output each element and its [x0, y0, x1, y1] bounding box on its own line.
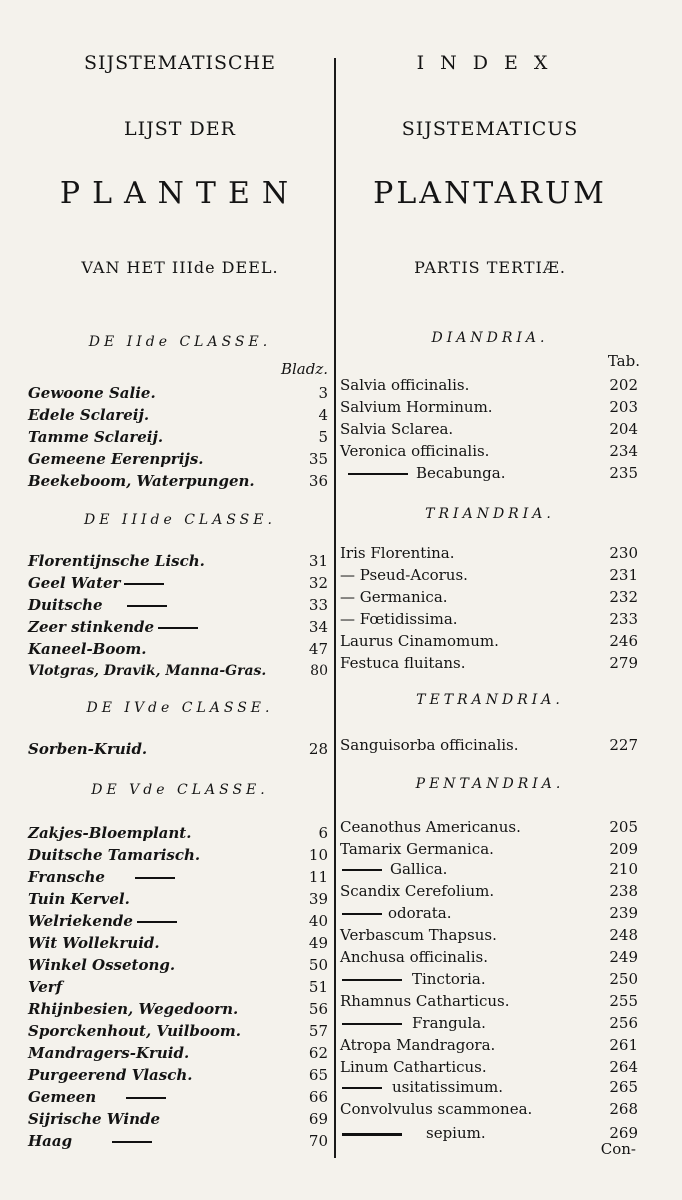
list-item [340, 1122, 640, 1144]
column-divider [334, 58, 336, 1158]
list-item [28, 866, 332, 888]
list-item [340, 1012, 640, 1034]
page-number: 31 [308, 552, 328, 570]
plant-name: Geel Water [28, 574, 121, 592]
list-item [28, 932, 332, 954]
list-item [28, 844, 332, 866]
page-number: 36 [308, 472, 328, 490]
plate-number: 261 [609, 1036, 638, 1054]
page-number: 28 [308, 740, 328, 758]
page-number: 50 [308, 956, 328, 974]
plate-number: 269 [609, 1124, 638, 1142]
latin-name: Tinctoria. [412, 970, 486, 988]
plate-number: 232 [609, 588, 638, 606]
list-item [340, 462, 640, 484]
plate-number: 265 [609, 1078, 638, 1096]
right-section-heading: PENTANDRIA. [415, 776, 565, 792]
page-number: 65 [308, 1066, 328, 1084]
list-item [28, 470, 332, 492]
latin-name: sepium. [426, 1124, 486, 1142]
plant-name: Wit Wollekruid. [28, 934, 160, 952]
latin-name: Ceanothus Americanus. [340, 818, 521, 836]
list-item [28, 1042, 332, 1064]
list-item [340, 968, 640, 990]
plate-number: 202 [609, 376, 638, 394]
left-title-line-3: PLANTEN [59, 176, 301, 211]
latin-name: Salvia officinalis. [340, 376, 470, 394]
latin-name: Atropa Mandragora. [340, 1036, 496, 1054]
plate-number: 235 [609, 464, 638, 482]
ditto-dash [342, 869, 382, 871]
list-item [340, 816, 640, 838]
page-number: 3 [318, 384, 328, 402]
page-number: 35 [308, 450, 328, 468]
list-item [340, 734, 640, 756]
plate-number: 231 [609, 566, 638, 584]
list-item [28, 448, 332, 470]
page-column-label: Bladz. [280, 360, 328, 378]
latin-name: Veronica officinalis. [340, 442, 490, 460]
page-number: 51 [308, 978, 328, 996]
latin-name: Festuca fluitans. [340, 654, 466, 672]
plate-number: 246 [609, 632, 638, 650]
plant-name: Rhijnbesien, Wegedoorn. [28, 1000, 239, 1018]
ditto-dash [158, 627, 198, 629]
plate-number: 264 [609, 1058, 638, 1076]
left-section-heading: DE IIIde CLASSE. [84, 512, 276, 528]
left-section-heading: DE IVde CLASSE. [86, 700, 274, 716]
ditto-dash [342, 1133, 402, 1136]
plate-number: 249 [609, 948, 638, 966]
latin-name: Verbascum Thapsus. [340, 926, 497, 944]
list-item [28, 1130, 332, 1152]
right-title-line-4: PARTIS TERTIÆ. [414, 258, 566, 277]
right-section-heading: TETRANDRIA. [416, 692, 564, 708]
latin-name: — Pseud-Acorus. [340, 566, 468, 584]
left-title-line-2: LIJST DER [124, 118, 236, 140]
ditto-dash [135, 877, 175, 879]
list-item [28, 638, 332, 660]
list-item [340, 1034, 640, 1056]
ditto-dash [126, 1097, 166, 1099]
page-number: 33 [308, 596, 328, 614]
latin-name: Iris Florentina. [340, 544, 455, 562]
plate-number: 238 [609, 882, 638, 900]
page-number: 5 [318, 428, 328, 446]
list-item [340, 586, 640, 608]
plant-name: Gemeene Eerenprijs. [28, 450, 204, 468]
plate-number: 248 [609, 926, 638, 944]
ditto-dash [127, 605, 167, 607]
page-number: 39 [308, 890, 328, 908]
page-number: 47 [308, 640, 328, 658]
list-item [340, 374, 640, 396]
latin-name: Tamarix Germanica. [340, 840, 494, 858]
list-item [28, 822, 332, 844]
latin-name: Linum Catharticus. [340, 1058, 487, 1076]
list-item [28, 954, 332, 976]
page-number: 80 [310, 663, 328, 679]
page-number: 66 [308, 1088, 328, 1106]
plant-name: Fransche [28, 868, 105, 886]
plant-name: Beekeboom, Waterpungen. [28, 472, 255, 490]
plate-number: 227 [609, 736, 638, 754]
right-section-heading: DIANDRIA. [431, 330, 549, 346]
list-item [28, 976, 332, 998]
left-title-line-4: VAN HET IIIde DEEL. [81, 258, 279, 277]
list-item [28, 594, 332, 616]
right-title-line-3: PLANTARUM [373, 176, 607, 211]
list-item [340, 902, 640, 924]
list-item [340, 924, 640, 946]
ditto-dash [112, 1141, 152, 1143]
latin-name: Anchusa officinalis. [340, 948, 488, 966]
ditto-dash [342, 1023, 402, 1025]
list-item [340, 630, 640, 652]
page-number: 11 [308, 868, 328, 886]
list-item [28, 616, 332, 638]
list-item [28, 910, 332, 932]
list-item [28, 1086, 332, 1108]
plate-number: 204 [609, 420, 638, 438]
plant-name: Winkel Ossetong. [28, 956, 176, 974]
list-item [340, 1098, 640, 1120]
latin-name: usitatissimum. [392, 1078, 504, 1096]
page-number: 56 [308, 1000, 328, 1018]
latin-name: Salvium Horminum. [340, 398, 493, 416]
list-item [340, 542, 640, 564]
list-item [28, 888, 332, 910]
plant-name: Sorben-Kruid. [28, 740, 148, 758]
list-item [340, 838, 640, 860]
plate-number: 234 [609, 442, 638, 460]
list-item [340, 880, 640, 902]
list-item [340, 564, 640, 586]
left-section-heading: DE IIde CLASSE. [88, 334, 272, 350]
list-item [28, 998, 332, 1020]
right-title-line-1: INDEX [416, 52, 564, 74]
latin-name: Convolvulus scammonea. [340, 1100, 533, 1118]
list-item [340, 608, 640, 630]
plant-name: Purgeerend Vlasch. [28, 1066, 193, 1084]
list-item [28, 1020, 332, 1042]
plant-name: Duitsche Tamarisch. [28, 846, 201, 864]
latin-name: Becabunga. [416, 464, 506, 482]
ditto-dash [124, 583, 164, 585]
left-title-line-1: SIJSTEMATISCHE [83, 52, 276, 74]
page-number: 6 [318, 824, 328, 842]
plant-name: Verf [28, 978, 63, 996]
page-number: 70 [308, 1132, 328, 1150]
plant-name: Kaneel-Boom. [28, 640, 147, 658]
plate-number: 279 [609, 654, 638, 672]
catchword: Con- [600, 1140, 636, 1158]
plant-name: Sporckenhout, Vuilboom. [28, 1022, 241, 1040]
plate-column-label: Tab. [607, 352, 640, 370]
list-item [340, 1056, 640, 1078]
plant-name: Tamme Sclareij. [28, 428, 164, 446]
list-item [340, 946, 640, 968]
page-number: 40 [308, 912, 328, 930]
plant-name: Duitsche [28, 596, 103, 614]
list-item [28, 1108, 332, 1130]
latin-name: Sanguisorba officinalis. [340, 736, 519, 754]
right-title-line-2: SIJSTEMATICUS [401, 118, 579, 140]
plate-number: 203 [609, 398, 638, 416]
list-item [340, 418, 640, 440]
list-item [340, 990, 640, 1012]
list-item [340, 858, 640, 880]
latin-name: Salvia Sclarea. [340, 420, 454, 438]
ditto-dash [342, 979, 402, 981]
list-item [28, 404, 332, 426]
latin-name: odorata. [388, 904, 452, 922]
plant-name: Zakjes-Bloemplant. [28, 824, 192, 842]
plant-name: Edele Sclareij. [28, 406, 150, 424]
plate-number: 230 [609, 544, 638, 562]
page-number: 62 [308, 1044, 328, 1062]
page-number: 69 [308, 1110, 328, 1128]
plate-number: 210 [609, 860, 638, 878]
list-item [28, 738, 332, 760]
ditto-dash [342, 913, 382, 915]
ditto-dash [342, 1087, 382, 1089]
plate-number: 255 [609, 992, 638, 1010]
plant-name: Gewoone Salie. [28, 384, 156, 402]
list-item [28, 382, 332, 404]
plant-name: Florentijnsche Lisch. [28, 552, 205, 570]
plate-number: 256 [609, 1014, 638, 1032]
plant-name: Tuin Kervel. [28, 890, 130, 908]
plant-name: Welriekende [28, 912, 133, 930]
plate-number: 239 [609, 904, 638, 922]
plate-number: 250 [609, 970, 638, 988]
latin-name: Rhamnus Catharticus. [340, 992, 510, 1010]
list-item [340, 396, 640, 418]
page-number: 49 [308, 934, 328, 952]
latin-name: Gallica. [390, 860, 448, 878]
plate-number: 233 [609, 610, 638, 628]
plant-name: Sijrische Winde [28, 1110, 161, 1128]
plant-name: Mandragers-Kruid. [28, 1044, 190, 1062]
list-item [340, 440, 640, 462]
list-item [28, 426, 332, 448]
left-section-heading: DE Vde CLASSE. [91, 782, 269, 798]
latin-name: — Germanica. [340, 588, 448, 606]
latin-name: Frangula. [412, 1014, 486, 1032]
page-number: 57 [308, 1022, 328, 1040]
right-section-heading: TRIANDRIA. [425, 506, 555, 522]
ditto-dash [137, 921, 177, 923]
page-number: 34 [308, 618, 328, 636]
plant-name: Vlotgras, Dravik, Manna-Gras. [28, 663, 267, 679]
plate-number: 205 [609, 818, 638, 836]
latin-name: Laurus Cinamomum. [340, 632, 499, 650]
list-item [340, 652, 640, 674]
list-item [28, 572, 332, 594]
page-number: 32 [308, 574, 328, 592]
plant-name: Gemeen [28, 1088, 97, 1106]
list-item [28, 1064, 332, 1086]
latin-name: — Fœtidissima. [340, 610, 458, 628]
page-number: 10 [308, 846, 328, 864]
list-item [28, 550, 332, 572]
list-item [340, 1076, 640, 1098]
plant-name: Haag [28, 1132, 73, 1150]
plant-name: Zeer stinkende [28, 618, 155, 636]
ditto-dash [348, 473, 408, 475]
list-item [28, 660, 332, 682]
latin-name: Scandix Cerefolium. [340, 882, 495, 900]
plate-number: 268 [609, 1100, 638, 1118]
page-number: 4 [318, 406, 328, 424]
plate-number: 209 [609, 840, 638, 858]
